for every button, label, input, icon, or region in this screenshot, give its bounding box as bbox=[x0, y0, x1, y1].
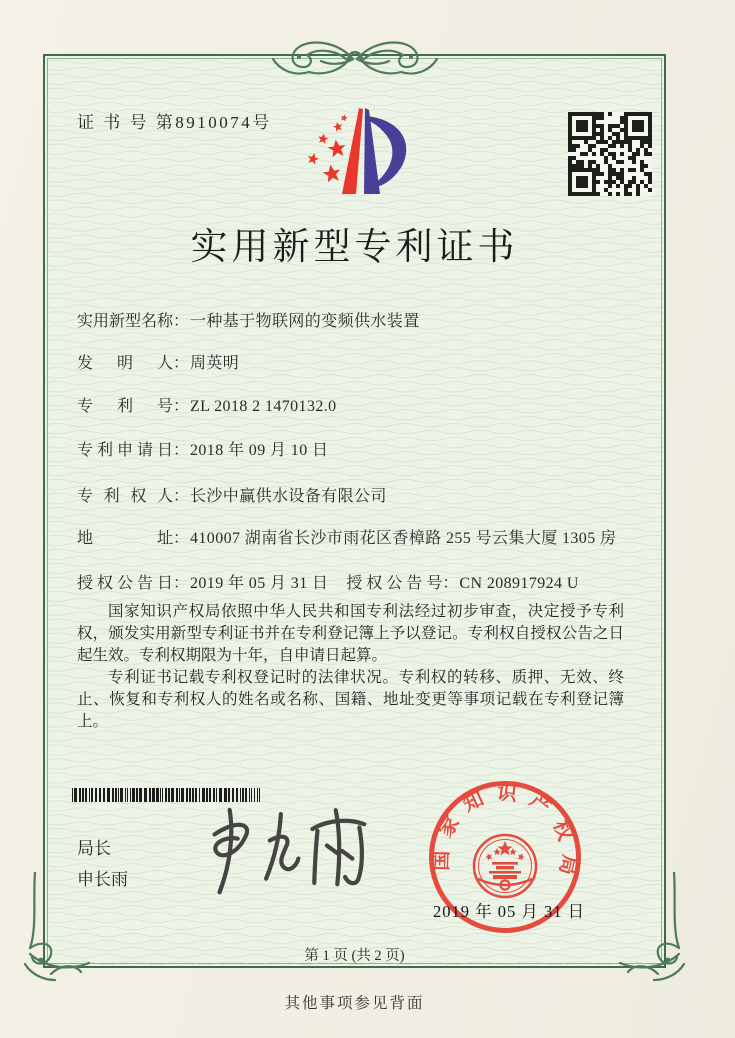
field-row-grant bbox=[77, 570, 579, 593]
legal-text-block bbox=[77, 601, 624, 733]
field-label: 专利号 bbox=[77, 398, 173, 415]
bottom-right-ornament-icon bbox=[616, 872, 688, 990]
cnipa-patent-logo-icon bbox=[300, 104, 422, 200]
field-label: 授权公告日 bbox=[77, 575, 173, 592]
field-colon: ： bbox=[173, 398, 190, 415]
field-value: 长沙中赢供水设备有限公司 bbox=[190, 488, 387, 505]
field-value: 一种基于物联网的变频供水装置 bbox=[190, 313, 420, 330]
legal-paragraph-2: 专利证书记载专利权登记时的法律状况。专利权的转移、质押、无效、终止、恢复和专利权人的姓名或名称、国籍、地址变更等事项记载在专利登记簿上。 bbox=[77, 669, 624, 730]
field-row-filing-date bbox=[77, 437, 328, 460]
director-signature bbox=[185, 800, 385, 895]
issuer-name: 申长雨 bbox=[77, 870, 128, 889]
page-number: 第 1 页 (共 2 页) bbox=[304, 948, 405, 964]
field-value: 周英明 bbox=[190, 355, 240, 372]
field-colon: ： bbox=[173, 355, 190, 372]
qr-code-icon bbox=[568, 112, 652, 196]
seal-text: 国家知识产权局 bbox=[430, 781, 581, 889]
certificate-frame bbox=[43, 54, 666, 968]
field-row-patent-no bbox=[77, 393, 337, 416]
field-label: 授权公告号 bbox=[346, 575, 443, 592]
certificate-title: 实用新型专利证书 bbox=[190, 227, 519, 268]
issuer-title: 局长 bbox=[77, 839, 111, 858]
field-value: ZL 2018 2 1470132.0 bbox=[190, 398, 337, 415]
field-label: 发明人 bbox=[77, 355, 173, 372]
field-colon: ： bbox=[173, 530, 190, 547]
certificate-number: 证 书 号 第8910074号 bbox=[77, 113, 272, 132]
field-colon: ： bbox=[173, 313, 190, 330]
back-side-note: 其他事项参见背面 bbox=[284, 995, 425, 1012]
field-colon: ： bbox=[173, 488, 190, 505]
field-value: 2018 年 09 月 10 日 bbox=[190, 442, 329, 459]
field-label: 专利权人 bbox=[77, 488, 173, 505]
field-value: 2019 年 05 月 31 日 bbox=[190, 575, 329, 592]
field-value: CN 208917924 U bbox=[459, 575, 579, 592]
top-border-ornament-icon bbox=[245, 35, 465, 81]
field-colon: ： bbox=[442, 575, 459, 592]
field-row-address bbox=[77, 525, 616, 548]
field-label: 地址 bbox=[77, 530, 173, 547]
field-row-name bbox=[77, 308, 420, 331]
field-label: 实用新型名称 bbox=[77, 313, 174, 330]
field-colon: ： bbox=[173, 442, 190, 459]
issuer-block bbox=[77, 833, 128, 895]
legal-paragraph-1: 国家知识产权局依照中华人民共和国专利法经过初步审查，决定授予专利权，颁发实用新型专利证书并在专利登记簿上予以登记。专利权自授权公告之日起生效。专利权期限为十年，自申请日起算。 bbox=[77, 603, 624, 664]
field-row-patentee bbox=[77, 483, 387, 506]
field-label: 专利申请日 bbox=[77, 442, 173, 459]
field-colon: ： bbox=[173, 575, 190, 592]
field-row-inventor bbox=[77, 350, 239, 373]
grant-seal-date: 2019 年 05 月 31 日 bbox=[433, 902, 586, 921]
field-value: 410007 湖南省长沙市雨花区香樟路 255 号云集大厦 1305 房 bbox=[190, 530, 617, 547]
